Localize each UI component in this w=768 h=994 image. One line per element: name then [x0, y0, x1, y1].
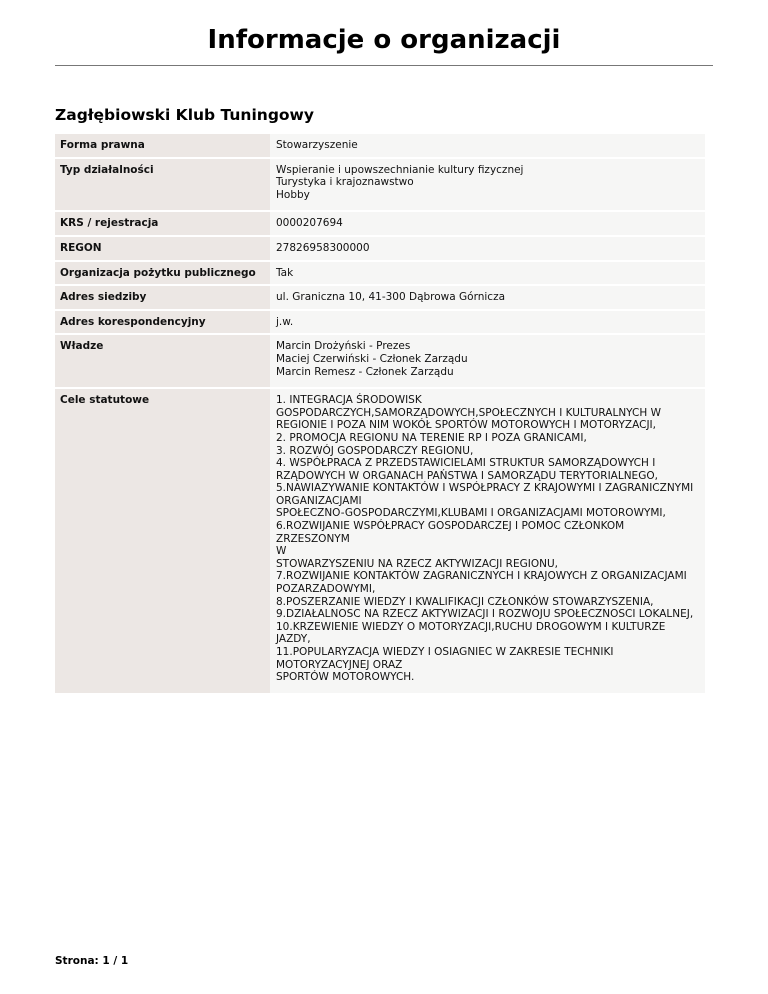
legal-form-value: Stowarzyszenie	[270, 134, 705, 158]
statutory-goal-line: REGIONIE I POZA NIM WOKÓŁ SPORTÓW MOTOROWYCH I MOTORYZACJI,	[276, 419, 656, 432]
seat-address-value: ul. Graniczna 10, 41-300 Dąbrowa Górnicza	[270, 285, 705, 310]
statutory-goal-line: 8.POSZERZANIE WIEDZY I KWALIFIKACJI CZŁONKÓW STOWARZYSZENIA,	[276, 595, 654, 608]
title-divider	[55, 65, 713, 66]
statutory-goal-line: MOTORYZACYJNEJ ORAZ	[276, 658, 403, 671]
statutory-goal-line: 9.DZIAŁALNOSC NA RZECZ AKTYWIZACJI I ROZWOJU SPOŁECZNOSCI LOKALNEJ,	[276, 608, 694, 621]
statutory-goal-line: POZARZADOWYMI,	[276, 583, 376, 596]
authorities-label: Władze	[55, 334, 270, 388]
authority-member: Maciej Czerwiński - Członek Zarządu	[276, 352, 468, 365]
statutory-goal-line: STOWARZYSZENIU NA RZECZ AKTYWIZACJI REGIONU,	[276, 557, 558, 570]
seat-address-label: Adres siedziby	[55, 285, 270, 310]
krs-label: KRS / rejestracja	[55, 211, 270, 236]
statutory-goal-line: 3. ROZWÓJ GOSPODARCZY REGIONU,	[276, 444, 474, 457]
regon-label: REGON	[55, 236, 270, 261]
row-seat-address	[55, 285, 705, 310]
statutory-goal-line: 5.NAWIAZYWANIE KONTAKTÓW I WSPÓŁPRACY Z KRAJOWYMI I ZAGRANICZNYMI	[276, 482, 694, 495]
activity-type-line: Turystyka i krajoznawstwo	[276, 176, 414, 189]
statutory-goal-line: ORGANIZACJAMI	[276, 494, 362, 507]
statutory-goal-line: GOSPODARCZYCH,SAMORZĄDOWYCH,SPOŁECZNYCH I KULTURALNYCH W	[276, 406, 661, 419]
row-krs	[55, 211, 705, 236]
page-number: Strona: 1 / 1	[55, 955, 129, 967]
authority-member: Marcin Remesz - Członek Zarządu	[276, 365, 454, 378]
statutory-goal-line: 6.ROZWIJANIE WSPÓŁPRACY GOSPODARCZEJ I POMOC CZŁONKOM ZRZESZONYM	[276, 520, 625, 545]
legal-form-label: Forma prawna	[55, 134, 270, 158]
public-benefit-value: Tak	[270, 261, 705, 286]
activity-type-line: Wspieranie i upowszechnianie kultury fizycznej	[276, 163, 524, 176]
statutory-goals-value	[270, 388, 705, 694]
statutory-goal-line: 10.KRZEWIENIE WIEDZY O MOTORYZACJI,RUCHU DROGOWYM I KULTURZE	[276, 620, 666, 633]
row-authorities	[55, 334, 705, 388]
statutory-goal-line: 4. WSPÓŁPRACA Z PRZEDSTAWICIELAMI STRUKTUR SAMORZĄDOWYCH I	[276, 457, 656, 470]
statutory-goal-line: 7.ROZWIJANIE KONTAKTÓW ZAGRANICZNYCH I KRAJOWYCH Z ORGANIZACJAMI	[276, 570, 687, 583]
statutory-goal-line: SPORTÓW MOTOROWYCH.	[276, 671, 415, 684]
activity-type-label: Typ działalności	[55, 158, 270, 212]
row-regon	[55, 236, 705, 261]
row-statutory-goals	[55, 388, 705, 694]
statutory-goals-label: Cele statutowe	[55, 388, 270, 694]
regon-value: 27826958300000	[270, 236, 705, 261]
correspondence-address-value: j.w.	[270, 310, 705, 335]
row-legal-form	[55, 134, 705, 158]
authorities-value	[270, 334, 705, 388]
activity-type-line: Hobby	[276, 188, 310, 201]
statutory-goal-line: 2. PROMOCJA REGIONU NA TERENIE RP I POZA GRANICAMI,	[276, 431, 587, 444]
page-title: Informacje o organizacji	[207, 25, 561, 55]
statutory-goal-line: 1. INTEGRACJA ŚRODOWISK	[276, 394, 422, 407]
authority-member: Marcin Drożyński - Prezes	[276, 340, 411, 353]
organization-info-table	[55, 134, 705, 695]
statutory-goal-line: 11.POPULARYZACJA WIEDZY I OSIAGNIEC W ZAKRESIE TECHNIKI	[276, 646, 614, 658]
statutory-goal-line: SPOŁECZNO-GOSPODARCZYMI,KLUBAMI I ORGANIZACJAMI MOTOROWYMI,	[276, 507, 666, 520]
statutory-goal-line: W	[276, 545, 287, 558]
organization-name: Zagłębiowski Klub Tuningowy	[55, 106, 314, 124]
krs-value: 0000207694	[270, 211, 705, 236]
row-public-benefit	[55, 261, 705, 286]
correspondence-address-label: Adres korespondencyjny	[55, 310, 270, 335]
statutory-goal-line: RZĄDOWYCH W ORGANACH PAŃSTWA I SAMORZĄDU TERYTORIALNEGO,	[276, 469, 658, 482]
activity-type-value	[270, 158, 705, 212]
public-benefit-label: Organizacja pożytku publicznego	[55, 261, 270, 286]
statutory-goal-line: JAZDY,	[276, 633, 311, 646]
row-correspondence-address	[55, 310, 705, 335]
row-activity-type	[55, 158, 705, 212]
